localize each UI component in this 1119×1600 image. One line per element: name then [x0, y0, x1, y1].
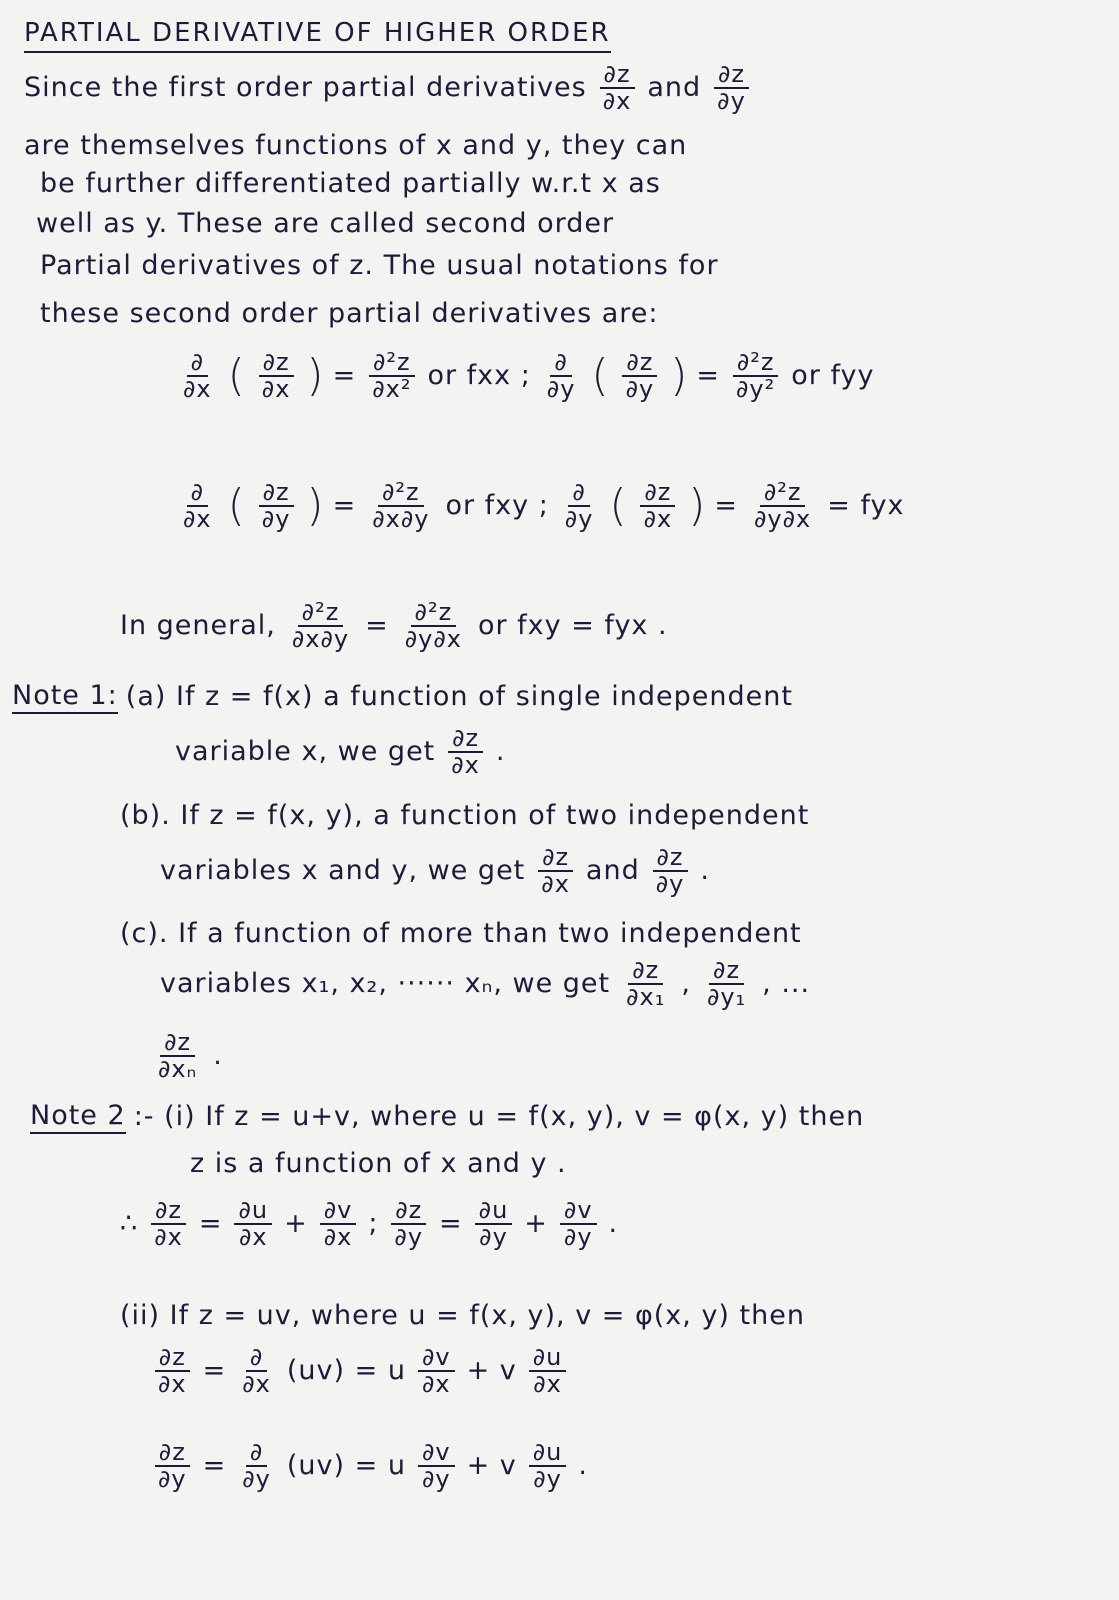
numerator: ∂ [246, 1440, 267, 1467]
denominator: ∂y [564, 505, 594, 534]
parenthesis: ( [227, 350, 246, 402]
fraction [368, 350, 415, 402]
denominator: ∂x∂y [291, 625, 350, 654]
numerator: ∂ [187, 350, 208, 377]
denominator: ∂x₁ [626, 983, 666, 1012]
numerator: ∂u [529, 1440, 567, 1467]
text: z is a function of x and y . [190, 1148, 567, 1179]
numerator: ∂v [418, 1345, 455, 1372]
fraction [401, 600, 466, 652]
text: are themselves functions of x and y, they can [24, 130, 688, 161]
text-line [150, 1345, 570, 1397]
text: or fxy = fyx . [477, 609, 668, 641]
denominator: ∂y [479, 1223, 508, 1252]
denominator: ∂y [261, 505, 291, 534]
text-line [12, 680, 793, 714]
fraction [368, 480, 433, 532]
text: variable x, we get [175, 735, 436, 767]
page-title: PARTIAL DERIVATIVE OF HIGHER ORDER [24, 18, 611, 53]
denominator: ∂x [602, 87, 632, 116]
text: = [696, 359, 721, 391]
numerator: ∂z [259, 480, 294, 507]
text: (ii) If z = uv, where u = f(x, y), v = φ(x, y) then [120, 1300, 805, 1331]
text-line [190, 1148, 567, 1180]
denominator: ∂x [238, 1223, 268, 1252]
text: well as y. These are called second order [36, 208, 615, 239]
numerator: ∂ [550, 350, 571, 377]
numerator: ∂²z [378, 480, 424, 507]
text: = [202, 1354, 227, 1386]
text: = [202, 1449, 227, 1481]
numerator: ∂v [418, 1440, 455, 1467]
text-line [40, 250, 719, 282]
text: be further differentiated partially w.r.t x as [40, 168, 661, 199]
text: . [495, 735, 506, 767]
fraction [320, 1198, 357, 1250]
denominator: ∂y∂x [404, 625, 462, 654]
denominator: ∂x [323, 1223, 353, 1252]
parenthesis: ) [670, 350, 689, 402]
numerator: ∂z [155, 1440, 190, 1467]
fraction [529, 1345, 567, 1397]
fraction [447, 726, 484, 778]
denominator: ∂xₙ [158, 1055, 198, 1084]
numerator: ∂ [246, 1345, 267, 1372]
text: ; [368, 1207, 379, 1239]
denominator: ∂y [158, 1465, 187, 1494]
text: and [647, 71, 702, 103]
text: = [714, 489, 739, 521]
numerator: ∂v [560, 1198, 597, 1225]
numerator: ∂²z [733, 350, 779, 377]
denominator: ∂y₁ [706, 983, 747, 1012]
denominator: ∂x [154, 1223, 183, 1252]
numerator: ∂z [448, 726, 483, 753]
numerator: ∂u [234, 1198, 272, 1225]
text: + v [466, 1354, 517, 1386]
text: + [524, 1207, 548, 1239]
text: + [284, 1207, 308, 1239]
denominator: ∂x [451, 751, 480, 780]
denominator: ∂x [183, 375, 212, 404]
fraction [622, 350, 659, 402]
fraction [238, 1440, 275, 1492]
parenthesis: ) [306, 480, 325, 532]
fraction [154, 1345, 191, 1397]
fraction [258, 350, 295, 402]
text: (c). If a function of more than two independent [120, 918, 802, 949]
numerator: ∂z [653, 845, 688, 872]
fraction [622, 958, 669, 1010]
numerator: ∂²z [411, 600, 457, 627]
text-line [120, 918, 802, 950]
fraction [238, 1345, 275, 1397]
fraction [179, 480, 216, 532]
text: = [332, 489, 357, 521]
text: variables x₁, x₂, ······ xₙ, we get [160, 967, 611, 999]
text: Since the first order partial derivatives [24, 71, 587, 103]
denominator: ∂x [541, 870, 570, 899]
denominator: ∂y [421, 1465, 451, 1494]
fraction [390, 1198, 427, 1250]
text: = [332, 359, 357, 391]
numerator: ∂z [538, 845, 573, 872]
note-heading: Note 1: [12, 680, 118, 714]
denominator: ∂x [261, 375, 291, 404]
fraction [640, 480, 677, 532]
text: or fyy [791, 359, 875, 391]
parenthesis: ) [688, 480, 707, 532]
denominator: ∂y [533, 1465, 562, 1494]
denominator: ∂y² [736, 375, 776, 404]
denominator: ∂x [421, 1370, 451, 1399]
fraction [258, 480, 295, 532]
note-heading: Note 2 [30, 1100, 126, 1134]
fraction [288, 600, 353, 652]
numerator: ∂z [259, 350, 294, 377]
fraction [732, 350, 779, 402]
fraction [418, 1440, 455, 1492]
text: Partial derivatives of z. The usual notations for [40, 250, 719, 281]
denominator: ∂x [643, 505, 673, 534]
denominator: ∂y [563, 1223, 593, 1252]
text: (b). If z = f(x, y), a function of two independent [120, 800, 810, 831]
fraction [179, 350, 216, 402]
numerator: ∂²z [760, 480, 806, 507]
numerator: ∂²z [369, 350, 415, 377]
text-line [160, 845, 710, 897]
text: = [365, 609, 389, 641]
numerator: ∂²z [298, 600, 344, 627]
fraction [599, 62, 636, 114]
text-line [120, 800, 809, 832]
parenthesis: ( [609, 480, 628, 532]
numerator: ∂u [475, 1198, 513, 1225]
numerator: ∂v [320, 1198, 357, 1225]
denominator: ∂y [625, 375, 655, 404]
denominator: ∂y∂x [754, 505, 812, 534]
text-line [120, 1300, 805, 1332]
text-line [120, 1198, 618, 1250]
text: In general, [120, 609, 276, 641]
text: ∴ [120, 1207, 139, 1239]
text-line [36, 208, 614, 240]
numerator: ∂z [155, 1345, 190, 1372]
denominator: ∂y [546, 375, 576, 404]
text-line [24, 62, 754, 114]
fraction [475, 1198, 513, 1250]
text: variables x and y, we get [160, 854, 526, 886]
denominator: ∂y [394, 1223, 424, 1252]
numerator: ∂u [529, 1345, 567, 1372]
text: (a) If z = f(x) a function of single independent [125, 681, 793, 712]
text: . [213, 1039, 223, 1071]
numerator: ∂z [391, 1198, 426, 1225]
text: these second order partial derivatives are: [40, 298, 659, 329]
text: . [700, 854, 710, 886]
fraction [750, 480, 815, 532]
text: (uv) = u [286, 1354, 406, 1386]
fraction [703, 958, 750, 1010]
fraction [154, 1440, 191, 1492]
numerator: ∂z [600, 62, 635, 89]
numerator: ∂z [151, 1198, 186, 1225]
numerator: ∂z [640, 480, 675, 507]
numerator: ∂z [714, 62, 749, 89]
fraction [652, 845, 689, 897]
numerator: ∂z [709, 958, 744, 985]
parenthesis: ) [306, 350, 325, 402]
text: , [681, 967, 691, 999]
parenthesis: ( [227, 480, 246, 532]
text: or fxx ; [427, 359, 531, 391]
denominator: ∂x∂y [372, 505, 430, 534]
numerator: ∂ [187, 480, 208, 507]
fraction [418, 1345, 455, 1397]
text-line [175, 350, 874, 402]
fraction [561, 480, 598, 532]
denominator: ∂y [242, 1465, 271, 1494]
text-line [24, 130, 687, 162]
numerator: ∂z [628, 958, 663, 985]
text: (uv) = u [286, 1449, 406, 1481]
text: = [439, 1207, 463, 1239]
numerator: ∂ [568, 480, 589, 507]
fraction [529, 1440, 567, 1492]
text: :- (i) If z = u+v, where u = f(x, y), v = φ(x, y) then [133, 1101, 865, 1132]
text: = [198, 1207, 223, 1239]
text: and [585, 854, 640, 886]
text-line [150, 1030, 223, 1082]
fraction [154, 1030, 201, 1082]
text: or fxy ; [445, 489, 549, 521]
text: . [608, 1207, 619, 1239]
denominator: ∂x² [372, 375, 412, 404]
numerator: ∂z [160, 1030, 195, 1057]
denominator: ∂x [158, 1370, 187, 1399]
text-line [120, 600, 668, 652]
fraction [713, 62, 750, 114]
text: . [578, 1449, 588, 1481]
text-line [40, 168, 661, 200]
text: , ... [762, 967, 811, 999]
denominator: ∂y [655, 870, 685, 899]
text-line [30, 1100, 864, 1134]
text-line [160, 958, 810, 1010]
numerator: ∂z [622, 350, 657, 377]
fraction [560, 1198, 597, 1250]
text-line [175, 726, 505, 778]
denominator: ∂y [717, 87, 746, 116]
text-line [40, 298, 659, 330]
text-line [175, 480, 904, 532]
text: = fyx [827, 489, 905, 521]
fraction [543, 350, 580, 402]
parenthesis: ( [591, 350, 610, 402]
fraction [537, 845, 574, 897]
denominator: ∂x [533, 1370, 562, 1399]
text-line [150, 1440, 588, 1492]
fraction [234, 1198, 272, 1250]
denominator: ∂x [183, 505, 212, 534]
denominator: ∂x [242, 1370, 271, 1399]
fraction [150, 1198, 187, 1250]
text: + v [466, 1449, 517, 1481]
